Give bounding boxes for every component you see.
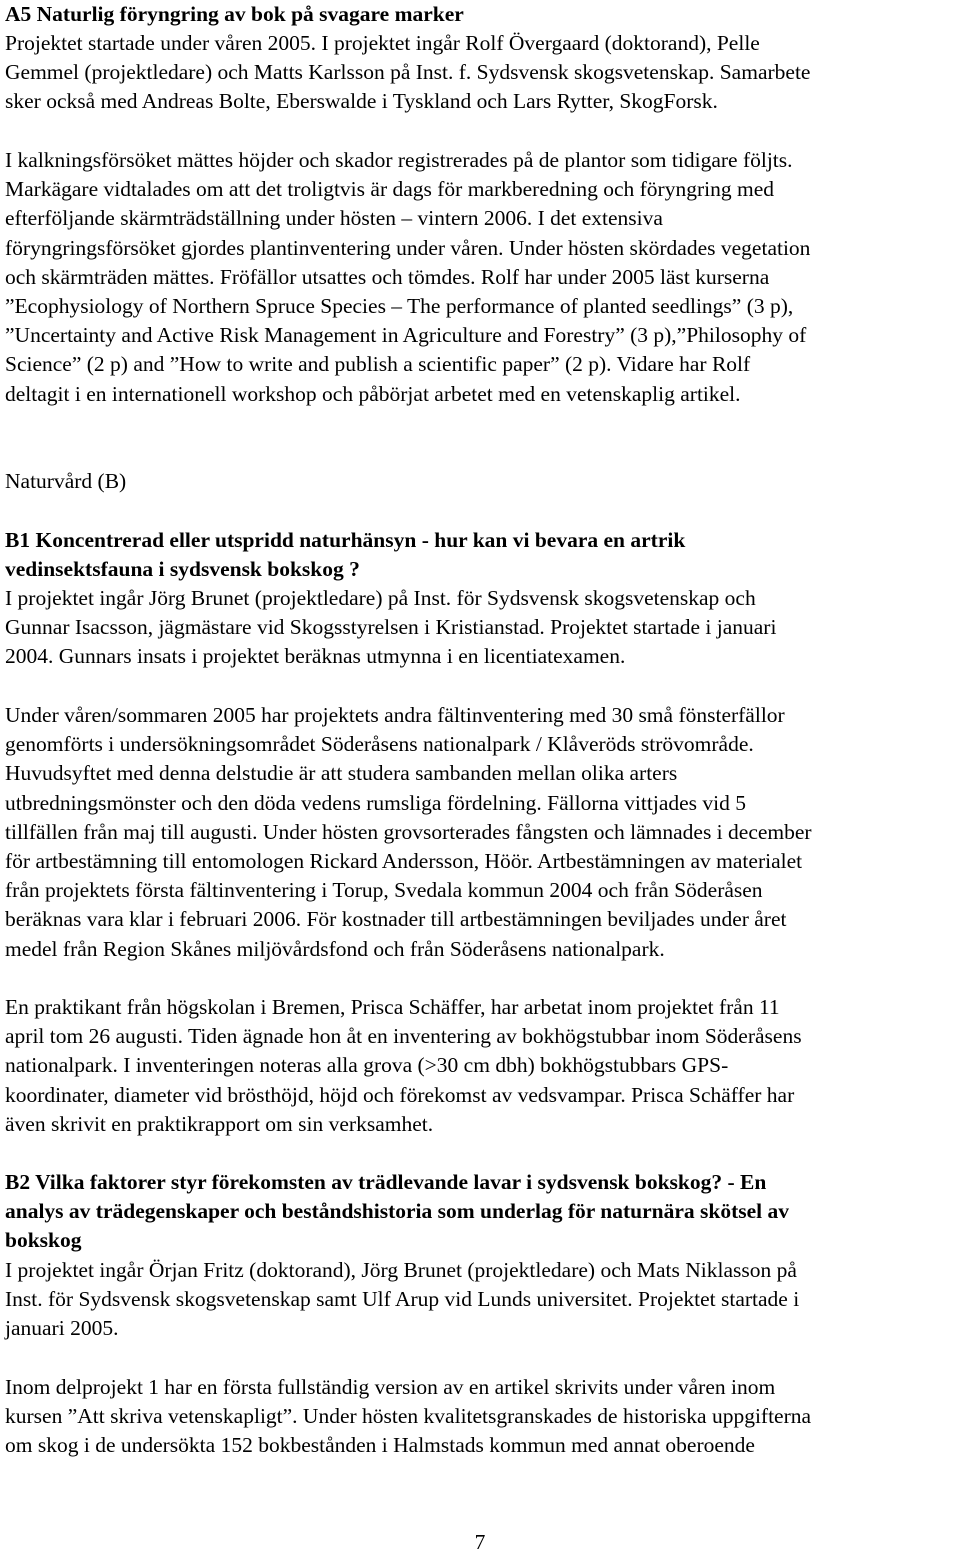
text-line: januari 2005. [5, 1316, 119, 1341]
text-line: sker också med Andreas Bolte, Eberswalde i Tyskland och Lars Rytter, SkogForsk. [5, 89, 718, 114]
text-line: även skrivit en praktikrapport om sin verksamhet. [5, 1111, 434, 1136]
text-line: vedinsektsfauna i sydsvensk bokskog ? [5, 557, 360, 582]
heading-line: A5 Naturlig föryngring av bok på svagare marker [5, 2, 464, 26]
text-line: I projektet ingår Örjan Fritz (doktorand), Jörg Brunet (projektledare) och Mats Niklasson på [5, 1258, 797, 1282]
a5-paragraph-1 [5, 29, 955, 117]
text-line: Under våren/sommaren 2005 har projektets andra fältinventering med 30 små fönsterfällor [5, 703, 785, 727]
b1-paragraph-3 [5, 993, 955, 1139]
text-line: Gemmel (projektledare) och Matts Karlsson på Inst. f. Sydsvensk skogsvetenskap. Samarbete [5, 60, 811, 85]
a5-paragraph-2 [5, 146, 955, 409]
text-line: analys av trädegenskaper och beståndshistoria som underlag för naturnära skötsel av [5, 1199, 790, 1224]
text-line: Inst. för Sydsvensk skogsvetenskap samt Ulf Arup vid Lunds universitet. Projektet startade i [5, 1287, 800, 1312]
text-line: föryngringsförsöket gjordes plantinventering under våren. Under hösten skördades vegetation [5, 235, 811, 260]
b2-paragraph-2 [5, 1373, 955, 1461]
text-line: utbredningsmönster och den döda vedens rumsliga fördelning. Fällorna vittjades vid 5 [5, 790, 747, 815]
heading-line: Naturvård (B) [5, 469, 127, 493]
b1-paragraph-2 [5, 701, 955, 964]
text-line: Inom delprojekt 1 har en första fullständig version av en artikel skrivits under våren inom [5, 1375, 776, 1399]
text-line: om skog i de undersökta 152 bokbestånden i Halmstads kommun med annat oberoende [5, 1433, 755, 1458]
text-line: bokskog [5, 1228, 82, 1253]
text-line: Projektet startade under våren 2005. I projektet ingår Rolf Övergaard (doktorand), Pelle [5, 31, 760, 55]
a5-heading [5, 0, 955, 29]
text-line: tillfällen från maj till augusti. Under hösten grovsorterades fångsten och lämnades i december [5, 819, 812, 844]
b1-paragraph-1 [5, 584, 955, 672]
text-line: efterföljande skärmträdställning under hösten – vintern 2006. I det extensiva [5, 206, 663, 231]
text-line: nationalpark. I inventeringen noteras alla grova (>30 cm dbh) bokhögstubbars GPS- [5, 1053, 729, 1078]
b1-heading [5, 526, 955, 584]
text-line: koordinater, diameter vid brösthöjd, höjd och förekomst av vedsvampar. Prisca Schäffer har [5, 1082, 795, 1107]
text-line: ”Ecophysiology of Northern Spruce Species – The performance of planted seedlings” (3 p), [5, 293, 794, 318]
text-line: En praktikant från högskolan i Bremen, Prisca Schäffer, har arbetat inom projektet från 11 [5, 995, 780, 1019]
text-line: Science” (2 p) and ”How to write and publish a scientific paper” (2 p). Vidare har Rolf [5, 352, 751, 377]
text-line: för artbestämning till entomologen Rickard Andersson, Höör. Artbestämningen av materialet [5, 848, 803, 873]
text-line: genomförts i undersökningsområdet Söderåsens nationalpark / Klåveröds strövområde. [5, 732, 754, 757]
section-heading-naturvard [5, 467, 955, 496]
text-line: ”Uncertainty and Active Risk Management in Agriculture and Forestry” (3 p),”Philosophy of [5, 323, 807, 348]
text-line: april tom 26 augusti. Tiden ägnade hon åt en inventering av bokhögstubbar inom Söderåsens [5, 1024, 802, 1049]
text-line: 2004. Gunnars insats i projektet beräknas utmynna i en licentiatexamen. [5, 644, 626, 669]
text-line: från projektets första fältinventering i Torup, Svedala kommun 2004 och från Söderåsen [5, 878, 763, 903]
text-line: B2 Vilka faktorer styr förekomsten av trädlevande lavar i sydsvensk bokskog? - En [5, 1170, 767, 1194]
text-line: Gunnar Isacsson, jägmästare vid Skogsstyrelsen i Kristianstad. Projektet startade i januari [5, 615, 777, 640]
text-line: I projektet ingår Jörg Brunet (projektledare) på Inst. för Sydsvensk skogsvetenskap och [5, 586, 756, 610]
text-line: B1 Koncentrerad eller utspridd naturhänsyn - hur kan vi bevara en artrik [5, 528, 686, 552]
text-line: Huvudsyftet med denna delstudie är att studera sambanden mellan olika arters [5, 761, 678, 786]
b2-paragraph-1 [5, 1256, 955, 1344]
text-line: I kalkningsförsöket mättes höjder och skador registrerades på de plantor som tidigare följts. [5, 148, 793, 172]
text-line: deltagit i en internationell workshop och påbörjat arbetet med en vetenskaplig artikel. [5, 381, 741, 406]
text-line: kursen ”Att skriva vetenskapligt”. Under hösten kvalitetsgranskades de historiska uppgifterna [5, 1404, 812, 1429]
page-number: 7 [474, 1530, 486, 1554]
text-line: och skärmträden mättes. Fröfällor utsattes och tömdes. Rolf har under 2005 läst kurserna [5, 264, 770, 289]
b2-heading [5, 1168, 955, 1256]
text-line: medel från Region Skånes miljövårdsfond och från Söderåsens nationalpark. [5, 936, 665, 961]
text-line: Markägare vidtalades om att det troligtvis är dags för markberedning och föryngring med [5, 177, 774, 202]
text-line: beräknas vara klar i februari 2006. För kostnader till artbestämningen beviljades under året [5, 907, 787, 932]
